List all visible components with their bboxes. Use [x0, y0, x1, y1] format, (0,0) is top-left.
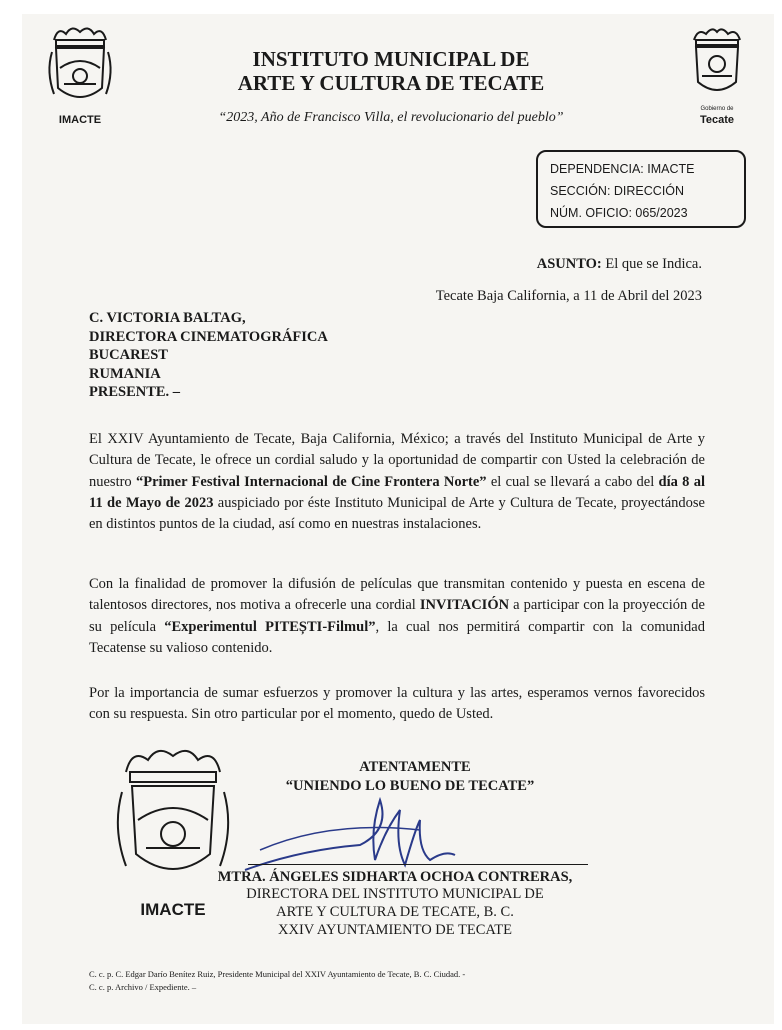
recipient-line: BUCAREST — [89, 347, 168, 363]
signature-line — [248, 864, 588, 865]
year-motto: “2023, Año de Francisco Villa, el revolucionario del pueblo” — [218, 110, 564, 125]
atentamente: ATENTAMENTE — [359, 759, 471, 775]
right-seal-label: Tecate — [699, 114, 735, 126]
recipient-line: PRESENTE. – — [89, 384, 181, 400]
asunto-line — [537, 254, 702, 275]
p1-text-e: auspiciado por éste Instituto Municipal de Arte y Cultura de Tecate, proyectándose en distintos puntos de la ciudad, así como en nuestras instalaciones. — [89, 494, 705, 533]
recipient-block — [89, 309, 328, 402]
left-seal-label: IMACTE — [58, 114, 102, 126]
ccp-line-1: C. c. p. C. Edgar Darío Benítez Ruiz, Presidente Municipal del XXIV Ayuntamiento de Tecate, B. C. Ciudad. - — [89, 969, 466, 979]
body-paragraph-3: Por la importancia de sumar esfuerzos y promover la cultura y las artes, esperamos vernos favorecidos con su respuesta. Sin otro particular por el momento, quedo de Usted. — [89, 685, 705, 723]
p2-text-e: , la cual nos permitirá compartir con la comunidad Tecatense su valioso contenido. — [89, 618, 705, 656]
institute-title-line1: INSTITUTO MUNICIPAL DE — [252, 47, 530, 71]
p2-text-c: a participar con la proyección de su película — [89, 597, 705, 635]
signer-name: MTRA. ÁNGELES SIDHARTA OCHOA CONTRERAS, — [217, 869, 573, 885]
body-paragraph-2 — [89, 574, 705, 659]
ccp-line-2: C. c. p. Archivo / Expediente. – — [89, 982, 197, 992]
dependencia-line: DEPENDENCIA: IMACTE — [550, 162, 695, 176]
signer-title-1: DIRECTORA DEL INSTITUTO MUNICIPAL DE — [246, 886, 544, 902]
festival-dates: día 8 al 11 de Mayo de 2023 — [89, 473, 705, 511]
invitation-word: INVITACIÓN — [419, 597, 510, 614]
oficio-line: NÚM. OFICIO: 065/2023 — [550, 206, 688, 220]
film-title: “Experimentul PITEȘTI-Filmul” — [164, 618, 376, 635]
signer-title-2: ARTE Y CULTURA DE TECATE, B. C. — [276, 904, 514, 920]
p1-text-c: el cual se llevará a cabo del — [486, 473, 659, 490]
p1-text-a: El XXIV Ayuntamiento de Tecate, Baja California, México; a través del Instituto Municipal de Arte y Cultura de Tecate, le ofrece un cordial saludo y la oportunidad de compartir con Usted la celebración de nuestro — [89, 431, 705, 490]
p2-text-a: Con la finalidad de promover la difusión de películas que transmitan contenido y puesta en escena de talentosos directores, nos motiva a ofrecerle una cordial — [89, 576, 705, 614]
closing-slogan: “UNIENDO LO BUENO DE TECATE” — [285, 778, 535, 794]
tecate-seal-icon — [686, 24, 748, 104]
festival-name: “Primer Festival Internacional de Cine Frontera Norte” — [135, 473, 487, 490]
right-seal-label-small: Gobierno de — [700, 106, 734, 112]
recipient-line: RUMANIA — [89, 365, 161, 382]
signer-title-3: XXIV AYUNTAMIENTO DE TECATE — [278, 922, 512, 938]
date-line: Tecate Baja California, a 11 de Abril del 2023 — [435, 288, 702, 304]
reference-box — [536, 150, 746, 228]
asunto-label: ASUNTO: — [536, 256, 602, 272]
stamp-label: IMACTE — [140, 900, 206, 919]
recipient-line: DIRECTORA CINEMATOGRÁFICA — [89, 328, 328, 345]
recipient-line: C. VICTORIA BALTAG, — [89, 310, 246, 326]
asunto-text: El que se Indica. — [601, 256, 702, 272]
seccion-line: SECCIÓN: DIRECCIÓN — [550, 184, 685, 198]
body-paragraph-1 — [89, 429, 705, 535]
institute-title-line2: ARTE Y CULTURA DE TECATE — [237, 71, 545, 95]
